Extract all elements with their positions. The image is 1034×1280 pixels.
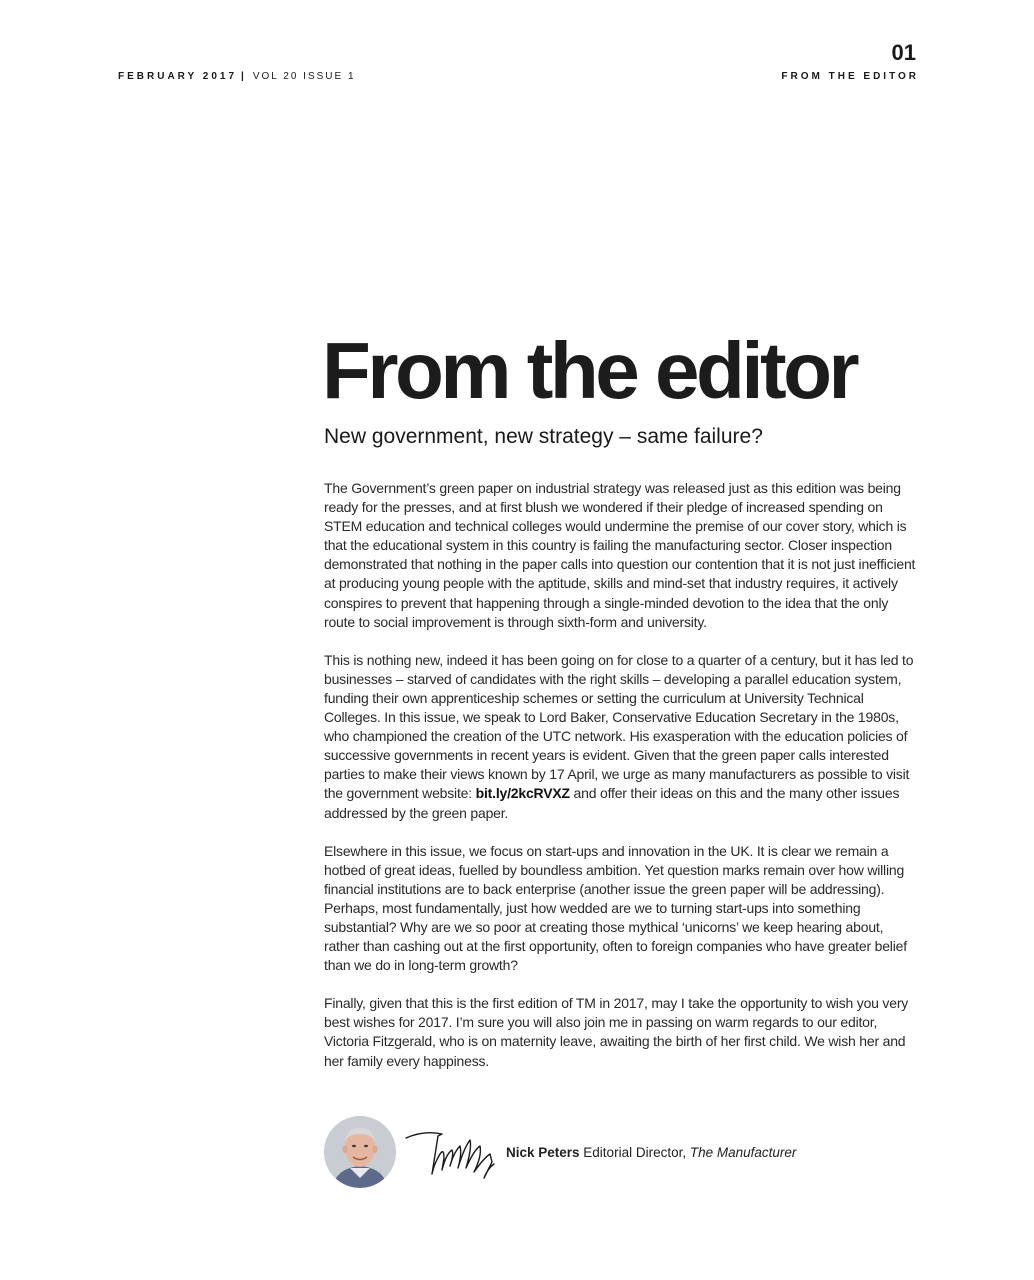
paragraph-2-text: This is nothing new, indeed it has been going on for close to a quarter of a century, but it has led to businesses – starved of candidates with the right skills – developing a parallel education system, funding their own apprenticeship schemes or setting the curriculum at University Technical Colleges. In this issue, we speak to Lord Baker, Conservative Education Secretary in the 1980s, who championed the creation of the UTC network. His exasperation with the education policies of successive governments in recent years is evident. Given that the green paper calls interested parties to make their views known by 17 April, we urge as many manufacturers as possible to visit the government website: — [324, 651, 914, 802]
paragraph-3: Elsewhere in this issue, we focus on start-ups and innovation in the UK. It is clear we remain a hotbed of great ideas, fuelled by boundless ambition. Yet question marks remain over how willing financial institutions are to back enterprise (another issue the green paper will be addressing). Perhaps, most fundamentally, just how wedded are we to turning start-ups into something substantial? Why are we so poor at creating those mythical ‘unicorns’ we keep hearing about, rather than cashing out at the first opportunity, often to foreign companies who have greater belief than we do in long-term growth? — [324, 842, 907, 974]
editor-credit — [506, 1145, 796, 1160]
paragraph-4: Finally, given that this is the first edition of TM in 2017, may I take the opportunity to wish you very best wishes for 2017. I’m sure you will also join me in passing on warm regards to our editor, Victoria Fitzgerald, who is on maternity leave, awaiting the birth of her first child. We wish her and her family every happiness. — [324, 995, 909, 1069]
section-label: FROM THE EDITOR — [781, 71, 919, 82]
editor-role: Editorial Director, — [579, 1145, 690, 1160]
government-website-link[interactable]: bit.ly/2kcRVXZ — [475, 785, 570, 802]
issue-volume: VOL 20 ISSUE 1 — [252, 71, 356, 82]
paragraph-2 — [324, 651, 920, 823]
editor-name: Nick Peters — [506, 1145, 580, 1160]
editor-avatar — [324, 1116, 396, 1188]
issue-date: FEBRUARY 2017 — [118, 71, 238, 82]
issue-info — [118, 71, 356, 82]
article-title: From the editor — [322, 326, 857, 415]
publication-name: The Manufacturer — [689, 1145, 797, 1160]
editor-signoff — [324, 1116, 924, 1190]
paragraph-1: The Government’s green paper on industrial strategy was released just as this edition was being ready for the presses, and at first blush we wondered if their pledge of increased spending on STEM education and technical colleges would undermine the premise of our cover story, which is that the educational system in this country is failing the manufacturing sector. Closer inspection demonstrated that nothing in the paper calls into question our contention that it is not just inefficient at producing young people with the aptitude, skills and mind-set that industry requires, it actively conspires to prevent that happening through a single-minded devotion to the idea that the only route to social improvement is through sixth-form and university. — [324, 480, 916, 630]
page-number: 01 — [891, 40, 916, 65]
paragraph-2-end: and offer their ideas on this and the many other issues addressed by the green paper. — [324, 785, 900, 821]
editor-signature — [404, 1124, 498, 1180]
header-separator: | — [241, 71, 247, 82]
article-body — [324, 479, 920, 1090]
article-subtitle: New government, new strategy – same failure? — [324, 425, 763, 448]
